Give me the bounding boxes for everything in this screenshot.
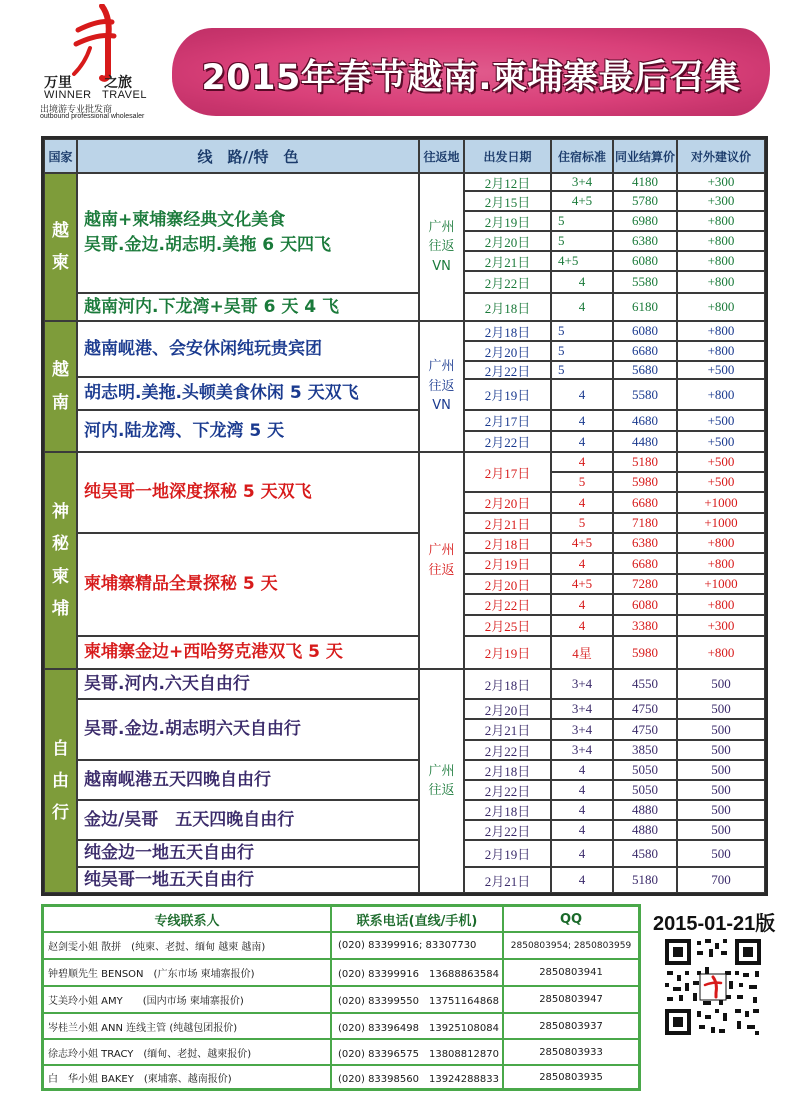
hotel-cell: 4: [551, 840, 613, 867]
brand-logo: [40, 4, 150, 122]
hotel-cell: 5: [551, 321, 613, 341]
hotel-cell: 4: [551, 615, 613, 636]
route-item: 金边/吴哥 五天四晚自由行: [77, 800, 419, 840]
date-cell: 2月18日: [464, 293, 551, 321]
trade-price-cell: 4180: [613, 173, 677, 191]
country-cell-yuejian: 越柬: [44, 173, 77, 321]
contact-person: 艾美玲小姐 AMY (国内市场 柬埔寨报价): [43, 986, 331, 1013]
route-item: 越南岘港、会安休闲纯玩贵宾团: [77, 321, 419, 377]
col-header-origin: 往返地: [419, 139, 464, 173]
country-cell-vietnam: 越南: [44, 321, 77, 452]
suggest-price-cell: 500: [677, 800, 765, 820]
col-header-trade-price: 同业结算价: [613, 139, 677, 173]
date-cell: 2月22日: [464, 271, 551, 293]
suggest-price-cell: 500: [677, 780, 765, 800]
qr-code-icon: [663, 937, 763, 1037]
suggest-price-cell: +800: [677, 211, 765, 231]
suggest-price-cell: +1000: [677, 513, 765, 533]
trade-price-cell: 5780: [613, 191, 677, 211]
price-table: [41, 136, 768, 896]
suggest-price-cell: +800: [677, 231, 765, 251]
suggest-price-cell: +800: [677, 379, 765, 410]
trade-price-cell: 6080: [613, 594, 677, 615]
country-cell-cambodia: 神秘柬埔: [44, 452, 77, 669]
date-cell: 2月25日: [464, 615, 551, 636]
trade-price-cell: 4750: [613, 719, 677, 740]
suggest-price-cell: 500: [677, 820, 765, 840]
trade-price-cell: 4680: [613, 410, 677, 431]
route-item: 纯金边一地五天自由行: [77, 840, 419, 867]
hotel-cell: 4: [551, 452, 613, 472]
suggest-price-cell: +300: [677, 191, 765, 211]
suggest-price-cell: +800: [677, 271, 765, 293]
contact-header-qq: QQ: [503, 906, 639, 932]
contact-qq: 2850803947: [503, 986, 639, 1013]
hotel-cell: 4星: [551, 636, 613, 669]
hotel-cell: 5: [551, 341, 613, 361]
trade-price-cell: 6380: [613, 231, 677, 251]
route-line: 吴哥.金边.胡志明.美拖 6 天四飞: [84, 235, 332, 255]
route-item: [77, 173, 419, 293]
suggest-price-cell: 500: [677, 699, 765, 719]
trade-price-cell: 6980: [613, 211, 677, 231]
date-cell: 2月20日: [464, 574, 551, 594]
date-cell: 2月21日: [464, 513, 551, 533]
route-item: 柬埔寨精品全景探秘 5 天: [77, 533, 419, 636]
suggest-price-cell: +800: [677, 293, 765, 321]
contact-phone: (020) 83398560 13924288833: [331, 1065, 503, 1089]
contact-person: 钟碧顺先生 BENSON (广东市场 柬埔寨报价): [43, 959, 331, 986]
date-cell: 2月22日: [464, 780, 551, 800]
hotel-cell: 5: [551, 513, 613, 533]
date-cell: 2月19日: [464, 379, 551, 410]
contact-person: 岑桂兰小姐 ANN 连线主管 (纯越包团报价): [43, 1013, 331, 1039]
trade-price-cell: 5050: [613, 780, 677, 800]
contact-header-person: 专线联系人: [43, 906, 331, 932]
trade-price-cell: 6380: [613, 533, 677, 553]
trade-price-cell: 6180: [613, 293, 677, 321]
trade-price-cell: 4880: [613, 800, 677, 820]
trade-price-cell: 5580: [613, 271, 677, 293]
suggest-price-cell: +1000: [677, 492, 765, 513]
suggest-price-cell: +800: [677, 594, 765, 615]
contact-person: 赵剑雯小姐 散拼 (纯柬、老挝、缅甸 越柬 越南): [43, 932, 331, 959]
hotel-cell: 4+5: [551, 251, 613, 271]
origin-cell: 广州往返: [419, 669, 464, 893]
date-cell: 2月19日: [464, 211, 551, 231]
hotel-cell: 4: [551, 492, 613, 513]
hotel-cell: 4: [551, 867, 613, 893]
contact-phone: (020) 83399550 13751164868: [331, 986, 503, 1013]
hotel-cell: 4: [551, 271, 613, 293]
date-cell: 2月18日: [464, 533, 551, 553]
date-cell: 2月22日: [464, 740, 551, 760]
contact-qq: 2850803954; 2850803959: [503, 932, 639, 959]
hotel-cell: 3+4: [551, 740, 613, 760]
trade-price-cell: 7280: [613, 574, 677, 594]
hotel-cell: 4: [551, 594, 613, 615]
hotel-cell: 3+4: [551, 699, 613, 719]
route-item: 越南岘港五天四晚自由行: [77, 760, 419, 800]
hotel-cell: 5: [551, 231, 613, 251]
date-cell: 2月12日: [464, 173, 551, 191]
date-cell: 2月22日: [464, 820, 551, 840]
contact-person: 徐志玲小姐 TRACY (缅甸、老挝、越柬报价): [43, 1039, 331, 1065]
date-cell: 2月17日: [464, 452, 551, 492]
contact-person: 白 华小姐 BAKEY (柬埔寨、越南报价): [43, 1065, 331, 1089]
hotel-cell: 3+4: [551, 719, 613, 740]
date-cell: 2月15日: [464, 191, 551, 211]
logo-en-left: WINNER: [44, 89, 92, 101]
route-item: 胡志明.美拖.头顿美食休闲 5 天双飞: [77, 377, 419, 410]
logo-tagline-cn: 出境游专业批发商: [40, 105, 113, 115]
page-title: 2015年春节越南.柬埔寨最后召集: [201, 58, 741, 98]
trade-price-cell: 4880: [613, 820, 677, 840]
date-cell: 2月17日: [464, 410, 551, 431]
contact-header-phone: 联系电话(直线/手机): [331, 906, 503, 932]
trade-price-cell: 5180: [613, 867, 677, 893]
date-cell: 2月20日: [464, 492, 551, 513]
logo-tagline-en: outbound professional wholesaler: [40, 113, 145, 120]
contact-phone: (020) 83396575 13808812870: [331, 1039, 503, 1065]
suggest-price-cell: +800: [677, 533, 765, 553]
date-cell: 2月22日: [464, 361, 551, 379]
suggest-price-cell: +300: [677, 173, 765, 191]
hotel-cell: 3+4: [551, 669, 613, 699]
hotel-cell: 4: [551, 760, 613, 780]
contact-qq: 2850803935: [503, 1065, 639, 1089]
suggest-price-cell: +500: [677, 431, 765, 452]
hotel-cell: 5: [551, 211, 613, 231]
title-banner: [172, 28, 770, 116]
trade-price-cell: 6080: [613, 321, 677, 341]
route-item: 柬埔寨金边+西哈努克港双飞 5 天: [77, 636, 419, 669]
hotel-cell: 4: [551, 800, 613, 820]
suggest-price-cell: 500: [677, 719, 765, 740]
hotel-cell: 4+5: [551, 574, 613, 594]
trade-price-cell: 3380: [613, 615, 677, 636]
trade-price-cell: 4550: [613, 669, 677, 699]
contact-qq: 2850803937: [503, 1013, 639, 1039]
date-cell: 2月22日: [464, 431, 551, 452]
col-header-country: 国家: [44, 139, 77, 173]
date-cell: 2月19日: [464, 840, 551, 867]
date-cell: 2月18日: [464, 800, 551, 820]
col-header-route: 线 路//特 色: [77, 139, 419, 173]
trade-price-cell: 6680: [613, 341, 677, 361]
trade-price-cell: 5050: [613, 760, 677, 780]
hotel-cell: 4: [551, 431, 613, 452]
trade-price-cell: 6680: [613, 492, 677, 513]
suggest-price-cell: 500: [677, 740, 765, 760]
suggest-price-cell: 500: [677, 669, 765, 699]
date-cell: 2月18日: [464, 669, 551, 699]
date-cell: 2月18日: [464, 760, 551, 780]
route-item: 纯吴哥一地五天自由行: [77, 867, 419, 893]
logo-cn-right: 之旅: [104, 75, 132, 91]
date-cell: 2月20日: [464, 231, 551, 251]
hotel-cell: 4: [551, 379, 613, 410]
trade-price-cell: 3850: [613, 740, 677, 760]
col-header-date: 出发日期: [464, 139, 551, 173]
country-cell-free-travel: 自由行: [44, 669, 77, 893]
route-item: 河内.陆龙湾、下龙湾 5 天: [77, 410, 419, 452]
hotel-cell: 4: [551, 293, 613, 321]
logo-en-right: TRAVEL: [102, 89, 147, 101]
suggest-price-cell: +800: [677, 251, 765, 271]
suggest-price-cell: +500: [677, 410, 765, 431]
col-header-suggested-price: 对外建议价: [677, 139, 765, 173]
route-item: 越南河内.下龙湾+吴哥 6 天 4 飞: [77, 293, 419, 321]
suggest-price-cell: +800: [677, 553, 765, 574]
trade-price-cell: 5980: [613, 472, 677, 492]
trade-price-cell: 5980: [613, 636, 677, 669]
suggest-price-cell: 500: [677, 760, 765, 780]
suggest-price-cell: +300: [677, 615, 765, 636]
route-line: 越南+柬埔寨经典文化美食: [84, 210, 286, 231]
suggest-price-cell: 700: [677, 867, 765, 893]
hotel-cell: 4: [551, 410, 613, 431]
contact-qq: 2850803941: [503, 959, 639, 986]
origin-cell: 广州往返: [419, 452, 464, 669]
trade-price-cell: 6680: [613, 553, 677, 574]
date-cell: 2月22日: [464, 594, 551, 615]
contact-qq: 2850803933: [503, 1039, 639, 1065]
trade-price-cell: 6080: [613, 251, 677, 271]
trade-price-cell: 4480: [613, 431, 677, 452]
suggest-price-cell: +800: [677, 321, 765, 341]
route-item: 纯吴哥一地深度探秘 5 天双飞: [77, 452, 419, 533]
col-header-hotel: 住宿标准: [551, 139, 613, 173]
date-cell: 2月20日: [464, 341, 551, 361]
suggest-price-cell: +500: [677, 472, 765, 492]
contact-phone: (020) 83396498 13925108084: [331, 1013, 503, 1039]
origin-cell: 广州往返VN: [419, 321, 464, 452]
trade-price-cell: 7180: [613, 513, 677, 533]
suggest-price-cell: +800: [677, 341, 765, 361]
contact-phone: (020) 83399916 13688863584: [331, 959, 503, 986]
suggest-price-cell: +500: [677, 361, 765, 379]
hotel-cell: 4+5: [551, 533, 613, 553]
version-label: 2015-01-21版: [653, 913, 776, 935]
date-cell: 2月21日: [464, 867, 551, 893]
hotel-cell: 3+4: [551, 173, 613, 191]
date-cell: 2月18日: [464, 321, 551, 341]
date-cell: 2月19日: [464, 553, 551, 574]
hotel-cell: 4: [551, 780, 613, 800]
suggest-price-cell: 500: [677, 840, 765, 867]
date-cell: 2月21日: [464, 251, 551, 271]
route-item: 吴哥.金边.胡志明六天自由行: [77, 699, 419, 760]
trade-price-cell: 5580: [613, 379, 677, 410]
origin-cell: 广州往返VN: [419, 173, 464, 321]
hotel-cell: 5: [551, 472, 613, 492]
suggest-price-cell: +1000: [677, 574, 765, 594]
hotel-cell: 4: [551, 820, 613, 840]
suggest-price-cell: +800: [677, 636, 765, 669]
route-item: 吴哥.河内.六天自由行: [77, 669, 419, 699]
hotel-cell: 5: [551, 361, 613, 379]
trade-price-cell: 5680: [613, 361, 677, 379]
date-cell: 2月21日: [464, 719, 551, 740]
contact-phone: (020) 83399916; 83307730: [331, 932, 503, 959]
date-cell: 2月19日: [464, 636, 551, 669]
logo-cn-left: 万里: [44, 75, 72, 91]
trade-price-cell: 5180: [613, 452, 677, 472]
suggest-price-cell: +500: [677, 452, 765, 472]
hotel-cell: 4+5: [551, 191, 613, 211]
contact-table: [41, 904, 641, 1091]
trade-price-cell: 4580: [613, 840, 677, 867]
trade-price-cell: 4750: [613, 699, 677, 719]
hotel-cell: 4: [551, 553, 613, 574]
date-cell: 2月20日: [464, 699, 551, 719]
